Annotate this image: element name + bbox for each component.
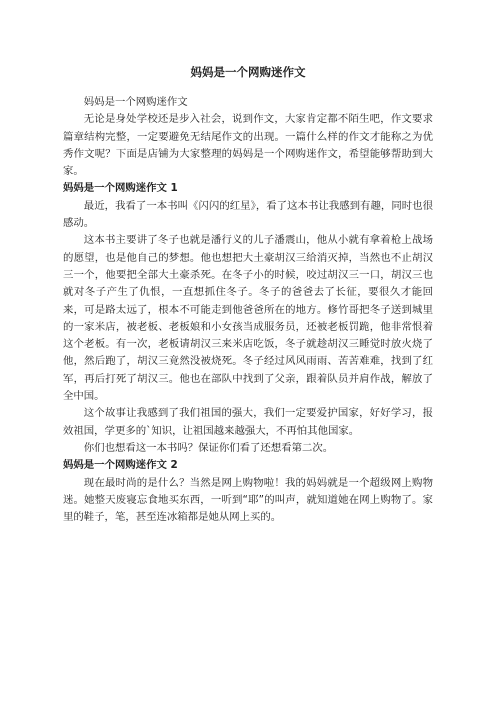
essay-1-paragraph-3: 这个故事让我感到了我们祖国的强大，我们一定要爱护国家，好好学习，报效祖国，学更多的`知识，让祖国越来越强大，不再怕其他国家。 <box>63 407 433 437</box>
essay-1-paragraph-4: 你们也想看这一本书吗？保证你们看了还想看第二次。 <box>83 441 334 454</box>
document-title: 妈妈是一个网购迷作文 <box>190 65 306 79</box>
intro-title: 妈妈是一个网购迷作文 <box>83 96 188 108</box>
intro-paragraph: 无论是身处学校还是步入社会，说到作文，大家肯定都不陌生吧，作文要求篇章结构完整，一定要避免无结尾作文的出现。一篇什么样的作文才能称之为优秀作文呢？下面是店铺为大家整理的妈妈是一个网购迷作文，希望能够帮助到大家。 <box>63 113 433 178</box>
essay-1-paragraph-1: 最近，我看了一本书叫《闪闪的红星》，看了这本书让我感到有趣，同时也很感动。 <box>63 199 433 230</box>
essay-2-paragraph-1: 现在最时尚的是什么？当然是网上购物啦！我的妈妈就是一个超级网上购物迷。她整天废寝忘食地买东西，一听到“耶”的叫声，就知道她在网上购物了。家里的鞋子，笔，甚至连冰箱都是她从网上买的。 <box>63 476 433 524</box>
essay-1-paragraph-2: 这本书主要讲了冬子也就是潘行义的儿子潘震山，他从小就有拿着枪上战场的愿望，也是他自己的梦想。他也想把大土豪胡汉三给消灭掉，当然也不止胡汉三一个，他要把全部大土豪杀死。在冬子小的时候，咬过胡汉三一口，胡汉三也就对冬子产生了仇恨，一直想抓住冬子。冬子的爸爸去了长征，要很久才能回来，可是路太远了，根本不可能走到他爸爸所在的地方。修竹哥把冬子送到城里的一家米店，被老板、老板娘和小女孩当成服务员，还被老板罚跪，他非常恨着这个老板。有一次，老板请胡汉三来米店吃饭，冬子就趁胡汉三睡觉时放火烧了他，然后跑了，胡汉三竟然没被烧死。冬子经过风风雨雨、苦苦难难，找到了红军，再后打死了胡汉三。他也在部队中找到了父亲，跟着队员并肩作战，解放了全中国。 <box>63 234 433 403</box>
essay-1-heading: 妈妈是一个网购迷作文 1 <box>63 182 178 195</box>
document-body <box>63 94 433 526</box>
essay-2-heading: 妈妈是一个网购迷作文 2 <box>63 459 178 472</box>
